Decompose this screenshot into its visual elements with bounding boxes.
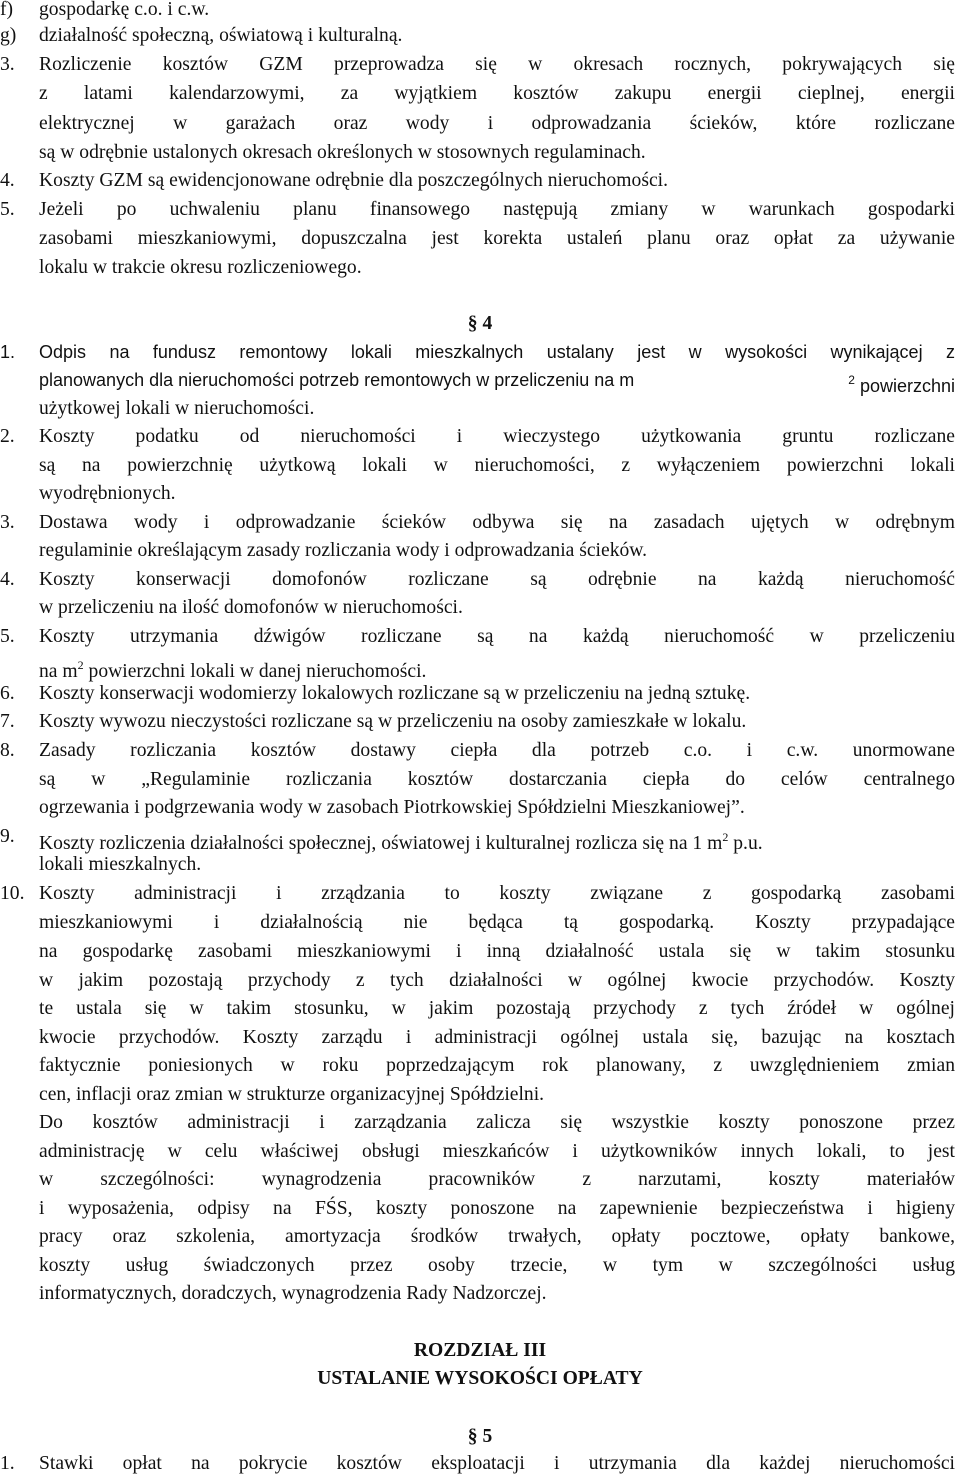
text-line: w szczególności: wynagrodzenia pracowników z narzutami, koszty materiałów — [39, 1169, 955, 1190]
item-marker: f) — [0, 0, 14, 20]
text-line: Dostawa wody i odprowadzanie ścieków odbywa się na zasadach ujętych w odrębnym — [39, 512, 955, 533]
item-marker: 8. — [0, 740, 15, 761]
text-line: elektrycznej w garażach oraz wody i odprowadzania ścieków, które rozliczane — [39, 113, 955, 134]
text-line: Odpis na fundusz remontowy lokali mieszkalnych ustalany jest w wysokości wynikającej z — [39, 342, 955, 362]
superscript: 2 — [848, 373, 855, 387]
item-text: działalność społeczną, oświatową i kulturalną. — [39, 25, 403, 46]
text-segment: na m — [39, 661, 78, 682]
item-marker: g) — [0, 25, 17, 46]
text-line: są w odrębnie ustalonych okresach określonych w stosownych regulaminach. — [39, 142, 646, 163]
text-line: administrację w celu właściwej obsługi mieszkańców i użytkowników innych lokali, to jest — [39, 1141, 955, 1162]
item-marker: 3. — [0, 54, 15, 75]
text-line: koszty usług świadczonych przez osoby trzecie, w tym w szczególności usług — [39, 1255, 955, 1276]
item-marker: 5. — [0, 626, 15, 647]
text-line: są w „Regulaminie rozliczania kosztów dostarczania ciepła do celów centralnego — [39, 769, 955, 790]
text-segment: planowanych dla nieruchomości potrzeb remontowych w przeliczeniu na m — [39, 370, 635, 390]
item-marker: 6. — [0, 683, 15, 704]
text-line: Zasady rozliczania kosztów dostawy ciepła dla potrzeb c.o. i c.w. unormowane — [39, 740, 955, 761]
text-line: Koszty GZM są ewidencjonowane odrębnie dla poszczególnych nieruchomości. — [39, 170, 668, 191]
text-line: zasobami mieszkaniowymi, dopuszczalna jest korekta ustaleń planu oraz opłat za używanie — [39, 228, 955, 249]
chapter-title: USTALANIE WYSOKOŚCI OPŁATY — [317, 1368, 643, 1389]
item-marker: 1. — [0, 1453, 15, 1474]
text-line: Koszty konserwacji wodomierzy lokalowych rozliczane są w przeliczeniu na jedną sztukę. — [39, 683, 751, 704]
text-line: są na powierzchnię użytkową lokali w nieruchomości, z wyłączeniem powierzchni lokali — [39, 455, 955, 476]
text-segment: Koszty rozliczenia działalności społecznej, oświatowej i kulturalnej rozlicza się na 1 m — [39, 833, 723, 854]
text-line: w jakim pozostają przychody z tych działalności w ogólnej kwocie przychodów. Koszty — [39, 970, 955, 991]
text-line: użytkowej lokali w nieruchomości. — [39, 398, 315, 419]
text-line: i wyposażenia, odpisy na FŚS, koszty ponoszone na zapewnienie bezpieczeństwa i higieny — [39, 1198, 955, 1219]
chapter-heading: ROZDZIAŁ III — [413, 1340, 547, 1361]
text-line: lokalu w trakcie okresu rozliczeniowego. — [39, 257, 362, 278]
text-line: na gospodarkę zasobami mieszkaniowymi i inną działalność ustala się w takim stosunku — [39, 941, 955, 962]
text-line: Jeżeli po uchwaleniu planu finansowego następują zmiany w warunkach gospodarki — [39, 199, 955, 220]
item-marker: 4. — [0, 569, 15, 590]
text-segment: powierzchni lokali w danej nieruchomości. — [83, 661, 427, 682]
item-marker: 4. — [0, 170, 15, 191]
text-line: w przeliczeniu na ilość domofonów w nieruchomości. — [39, 597, 463, 618]
text-line: Koszty konserwacji domofonów rozliczane są odrębnie na każdą nieruchomość — [39, 569, 955, 590]
text-line: Stawki opłat na pokrycie kosztów eksploatacji i utrzymania dla każdej nieruchomości — [39, 1453, 955, 1474]
text-line: regulaminie określającym zasady rozliczania wody i odprowadzania ścieków. — [39, 540, 648, 561]
text-line: pracy oraz szkolenia, amortyzacja środków trwałych, opłaty pocztowe, opłaty bankowe, — [39, 1226, 955, 1247]
item-marker: 1. — [0, 342, 16, 362]
text-line: Rozliczenie kosztów GZM przeprowadza się w okresach rocznych, pokrywających się — [39, 54, 955, 75]
section-heading-4: § 4 — [467, 313, 493, 334]
text-line: faktycznie poniesionych w roku poprzedzającym rok planowany, z uwzględnieniem zmian — [39, 1055, 955, 1076]
text-line: Koszty wywozu nieczystości rozliczane są w przeliczeniu na osoby zamieszkałe w lokalu. — [39, 711, 747, 732]
section-heading-5: § 5 — [467, 1426, 493, 1447]
item-marker: 7. — [0, 711, 15, 732]
text-line: lokali mieszkalnych. — [39, 854, 202, 875]
text-line: Koszty podatku od nieruchomości i wieczystego użytkowania gruntu rozliczane — [39, 426, 955, 447]
item-marker: 2. — [0, 426, 15, 447]
text-line: z latami kalendarzowymi, za wyjątkiem kosztów zakupu energii cieplnej, energii — [39, 83, 955, 104]
item-marker: 5. — [0, 199, 15, 220]
item-marker: 3. — [0, 512, 15, 533]
text-line: te ustala się w takim stosunku, w jakim pozostają przychody z tych źródeł w ogólnej — [39, 998, 955, 1019]
text-segment: p.u. — [728, 833, 763, 854]
text-line: wyodrębnionych. — [39, 483, 176, 504]
item-marker: 9. — [0, 826, 15, 847]
superscript: 2 — [722, 830, 729, 844]
text-line: cen, inflacji oraz zmian w strukturze organizacyjnej Spółdzielni. — [39, 1084, 545, 1105]
text-line: Koszty utrzymania dźwigów rozliczane są na każdą nieruchomość w przeliczeniu — [39, 626, 955, 647]
superscript: 2 — [77, 658, 84, 672]
text-line: ogrzewania i podgrzewania wody w zasobach Piotrkowskiej Spółdzielni Mieszkaniowej”. — [39, 797, 745, 818]
text-line: Koszty administracji i zrządzania to koszty związane z gospodarką zasobami — [39, 883, 955, 904]
text-line: informatycznych, doradczych, wynagrodzenia Rady Nadzorczej. — [39, 1283, 547, 1304]
item-marker: 10. — [0, 883, 25, 904]
item-text: gospodarkę c.o. i c.w. — [39, 0, 210, 20]
text-line: mieszkaniowymi i działalnością nie będąca tą gospodarką. Koszty przypadające — [39, 912, 955, 933]
text-segment: powierzchni — [854, 376, 955, 396]
text-line: kwocie przychodów. Koszty zarządu i administracji ogólnej ustala się, bazując na kosztach — [39, 1027, 955, 1048]
text-line: Do kosztów administracji i zarządzania zalicza się wszystkie koszty ponoszone przez — [39, 1112, 955, 1133]
